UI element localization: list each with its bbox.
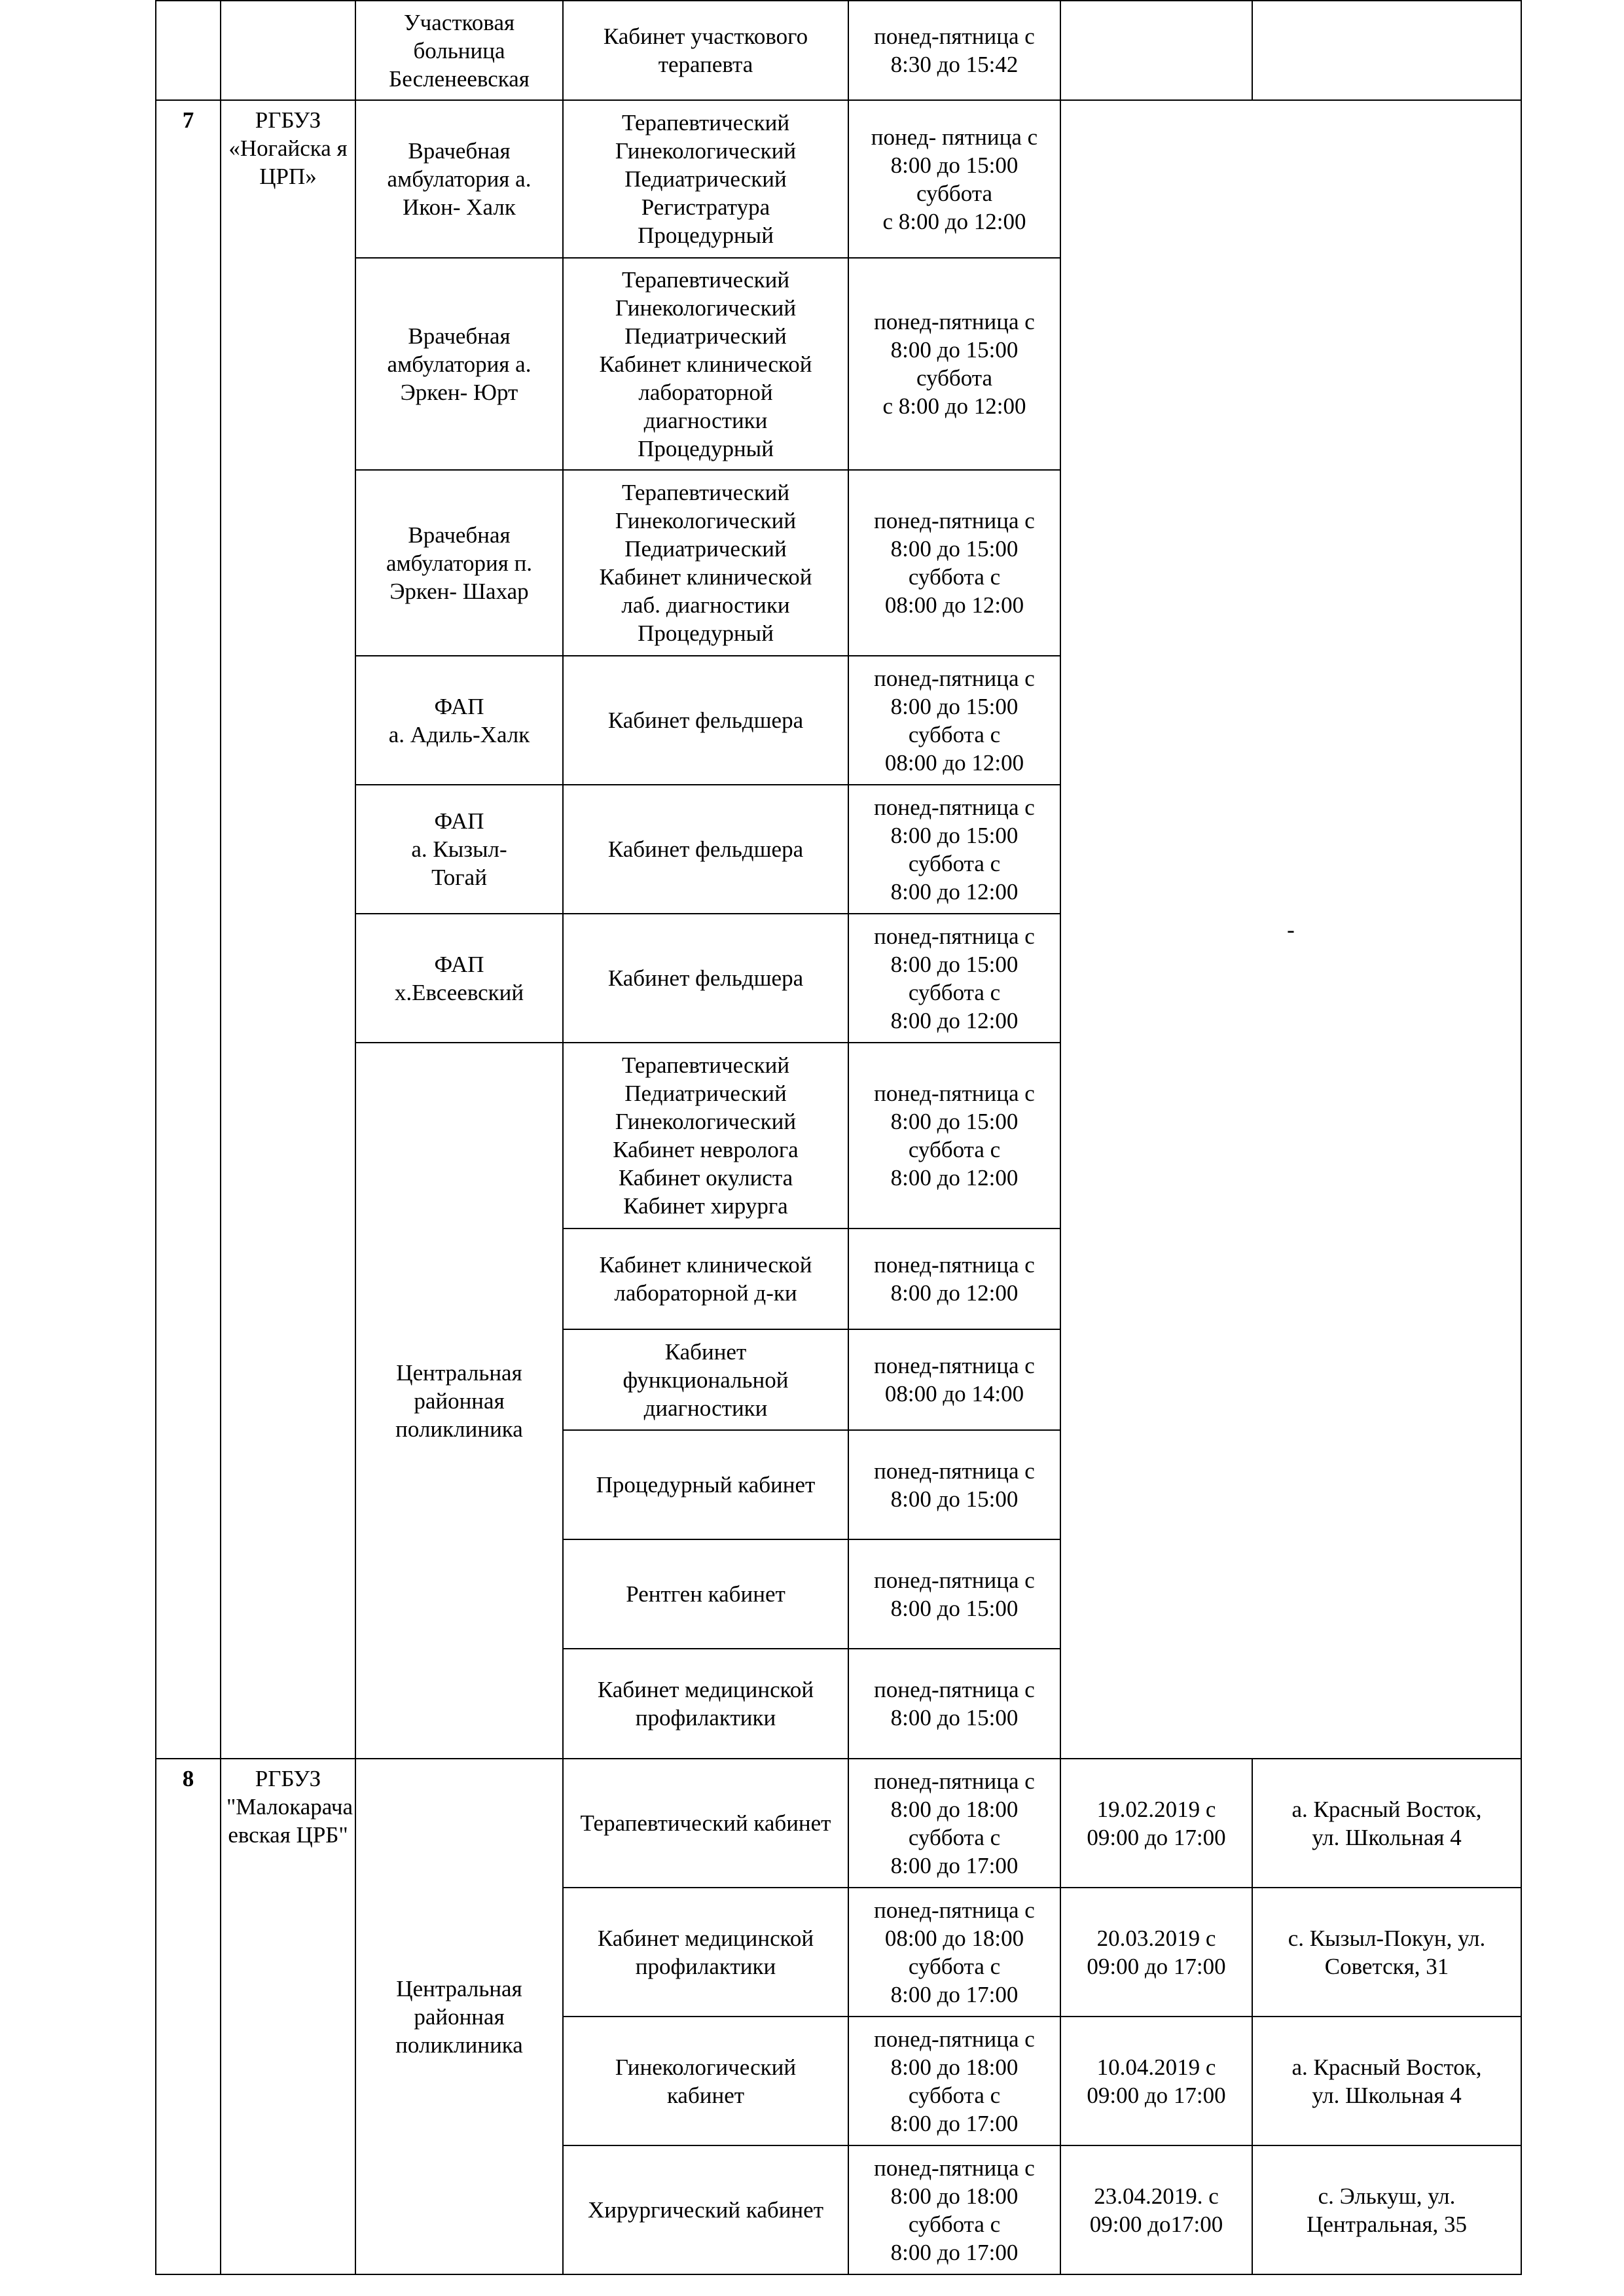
subdivision-cell: ФАП а. Кызыл- Тогай bbox=[355, 785, 563, 914]
hours-cell: понед- пятница с 8:00 до 15:00 суббота с 8:00 до 12:00 bbox=[848, 100, 1060, 258]
hours-cell: понед-пятница с 8:00 до 18:00 суббота с 8:00 до 17:00 bbox=[848, 2145, 1060, 2274]
hours-cell: понед-пятница с 8:00 до 15:00 bbox=[848, 1430, 1060, 1539]
hours-cell: понед-пятница с 8:00 до 15:00 bbox=[848, 1649, 1060, 1759]
date-cell bbox=[1060, 1, 1252, 100]
office-cell: Кабинет функциональной диагностики bbox=[563, 1329, 848, 1430]
hours-cell: понед-пятница с 08:00 до 14:00 bbox=[848, 1329, 1060, 1430]
date-cell: 23.04.2019. с 09:00 до17:00 bbox=[1060, 2145, 1252, 2274]
office-cell: Терапевтический Гинекологический Педиатрический Кабинет клинической лаб. диагностики Процедурный bbox=[563, 470, 848, 656]
office-cell: Терапевтический Педиатрический Гинекологический Кабинет невролога Кабинет окулиста Кабинет хирурга bbox=[563, 1043, 848, 1229]
date-cell: 10.04.2019 с 09:00 до 17:00 bbox=[1060, 2017, 1252, 2145]
hours-cell: понед-пятница с 8:00 до 15:00 суббота с 8:00 до 12:00 bbox=[848, 914, 1060, 1043]
hours-cell: понед-пятница с 8:00 до 15:00 суббота с 8:00 до 12:00 bbox=[848, 1043, 1060, 1229]
hours-cell: понед-пятница с 8:00 до 18:00 суббота с 8:00 до 17:00 bbox=[848, 1759, 1060, 1888]
hours-cell: понед-пятница с 08:00 до 18:00 суббота с 8:00 до 17:00 bbox=[848, 1888, 1060, 2017]
dash-cell: - bbox=[1060, 100, 1521, 1759]
hours-cell: понед-пятница с 8:00 до 15:00 суббота с 08:00 до 12:00 bbox=[848, 470, 1060, 656]
office-cell: Хирургический кабинет bbox=[563, 2145, 848, 2274]
office-cell: Кабинет фельдшера bbox=[563, 656, 848, 785]
row-number-cell bbox=[156, 1, 221, 100]
organization-cell: РГБУЗ «Ногайска я ЦРП» bbox=[221, 100, 355, 1759]
subdivision-cell: Участковая больница Бесленеевская bbox=[355, 1, 563, 100]
office-cell: Процедурный кабинет bbox=[563, 1430, 848, 1539]
office-cell: Кабинет участкового терапевта bbox=[563, 1, 848, 100]
subdivision-cell: Врачебная амбулатория п. Эркен- Шахар bbox=[355, 470, 563, 656]
place-cell: а. Красный Восток, ул. Школьная 4 bbox=[1252, 1759, 1521, 1888]
hours-cell: понед-пятница с 8:30 до 15:42 bbox=[848, 1, 1060, 100]
subdivision-cell: Центральная районная поликлиника bbox=[355, 1043, 563, 1759]
office-cell: Кабинет фельдшера bbox=[563, 785, 848, 914]
hours-cell: понед-пятница с 8:00 до 18:00 суббота с 8:00 до 17:00 bbox=[848, 2017, 1060, 2145]
office-cell: Терапевтический Гинекологический Педиатрический Кабинет клинической лабораторной диагностики Процедурный bbox=[563, 258, 848, 470]
place-cell: с. Кызыл-Покун, ул. Советскя, 31 bbox=[1252, 1888, 1521, 2017]
office-cell: Гинекологический кабинет bbox=[563, 2017, 848, 2145]
table-row bbox=[156, 100, 1521, 258]
hours-cell: понед-пятница с 8:00 до 12:00 bbox=[848, 1229, 1060, 1329]
hours-cell: понед-пятница с 8:00 до 15:00 суббота с 8:00 до 12:00 bbox=[848, 785, 1060, 914]
schedule-page bbox=[155, 0, 1521, 2265]
place-cell: с. Элькуш, ул. Центральная, 35 bbox=[1252, 2145, 1521, 2274]
row-number-cell: 7 bbox=[156, 100, 221, 1759]
office-cell: Терапевтический кабинет bbox=[563, 1759, 848, 1888]
subdivision-cell: ФАП а. Адиль-Халк bbox=[355, 656, 563, 785]
row-number-cell: 8 bbox=[156, 1759, 221, 2274]
place-cell bbox=[1252, 1, 1521, 100]
subdivision-cell: ФАП х.Евсеевский bbox=[355, 914, 563, 1043]
office-cell: Кабинет медицинской профилактики bbox=[563, 1888, 848, 2017]
subdivision-cell: Врачебная амбулатория а. Икон- Халк bbox=[355, 100, 563, 258]
place-cell: а. Красный Восток, ул. Школьная 4 bbox=[1252, 2017, 1521, 2145]
office-cell: Кабинет фельдшера bbox=[563, 914, 848, 1043]
hours-cell: понед-пятница с 8:00 до 15:00 bbox=[848, 1539, 1060, 1649]
date-cell: 19.02.2019 с 09:00 до 17:00 bbox=[1060, 1759, 1252, 1888]
hours-cell: понед-пятница с 8:00 до 15:00 суббота с 8:00 до 12:00 bbox=[848, 258, 1060, 470]
office-cell: Рентген кабинет bbox=[563, 1539, 848, 1649]
office-cell: Терапевтический Гинекологический Педиатрический Регистратура Процедурный bbox=[563, 100, 848, 258]
office-cell: Кабинет медицинской профилактики bbox=[563, 1649, 848, 1759]
table-row bbox=[156, 1, 1521, 100]
subdivision-cell: Центральная районная поликлиника bbox=[355, 1759, 563, 2274]
organization-cell: РГБУЗ "Малокарача евская ЦРБ" bbox=[221, 1759, 355, 2274]
table-row bbox=[156, 1759, 1521, 1888]
office-cell: Кабинет клинической лабораторной д-ки bbox=[563, 1229, 848, 1329]
date-cell: 20.03.2019 с 09:00 до 17:00 bbox=[1060, 1888, 1252, 2017]
organization-cell bbox=[221, 1, 355, 100]
schedule-table bbox=[155, 0, 1522, 2275]
subdivision-cell: Врачебная амбулатория а. Эркен- Юрт bbox=[355, 258, 563, 470]
hours-cell: понед-пятница с 8:00 до 15:00 суббота с 08:00 до 12:00 bbox=[848, 656, 1060, 785]
